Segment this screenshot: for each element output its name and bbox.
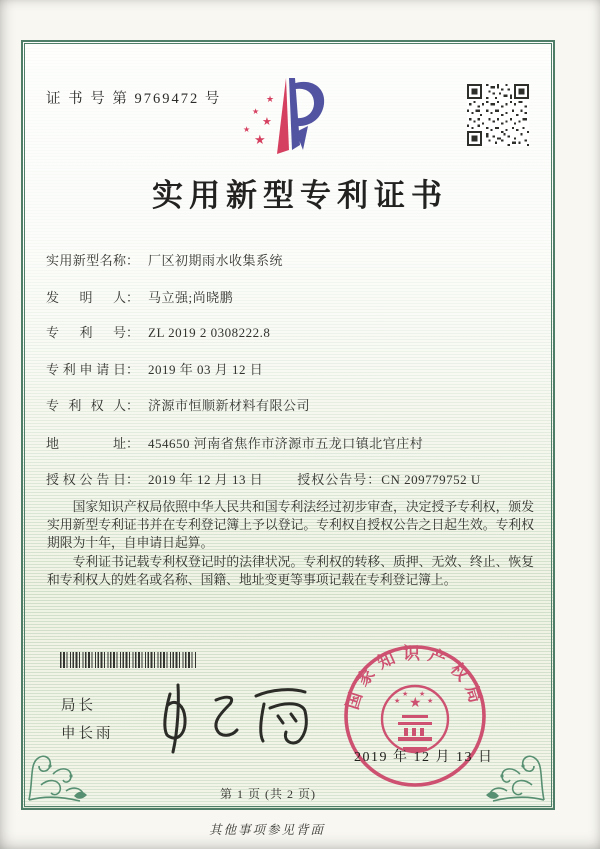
field-colon: ：: [126, 253, 140, 268]
star-icon: ★: [409, 695, 422, 711]
corner-flourish-icon: [26, 733, 96, 803]
field-value: 2019 年 12 月 13 日: [148, 472, 264, 487]
field-label: 地址: [46, 436, 126, 451]
field-row-grant-date: [46, 470, 536, 489]
star-icon: ★: [252, 107, 260, 116]
field-label: 实用新型名称: [46, 253, 126, 268]
qr-code: [467, 84, 529, 146]
field-row-filing-date: [46, 360, 536, 379]
field-row-inventor: [46, 288, 536, 307]
field-value: 济源市恒顺新材料有限公司: [148, 398, 311, 413]
star-icon: ★: [419, 690, 426, 698]
field-value: ZL 2019 2 0308222.8: [148, 325, 271, 340]
field-colon: ：: [126, 436, 140, 451]
field-colon: ：: [126, 325, 140, 340]
star-icon: ★: [266, 95, 275, 105]
corner-flourish-icon: [477, 733, 547, 803]
page-number: 第 1 页 (共 2 页): [220, 787, 316, 801]
commissioner-signature: [150, 680, 338, 760]
field-label: 授权公告日: [46, 472, 126, 487]
grant-number-label: 授权公告号：: [297, 472, 382, 487]
back-side-note: 其他事项参见背面: [208, 823, 325, 837]
field-colon: ：: [126, 290, 140, 305]
grant-number-value: CN 209779752 U: [381, 472, 481, 487]
official-seal: [340, 641, 490, 791]
logo-red-wedge: [277, 78, 289, 154]
seal-date: 2019 年 12 月 13 日: [354, 750, 494, 765]
field-value: 马立强;尚晓鹏: [148, 290, 234, 305]
star-icon: ★: [427, 697, 434, 705]
grant-paragraph: 国家知识产权局依照中华人民共和国专利法经过初步审查，决定授予专利权，颁发实用新型专利证书并在专利登记簿上予以登记。专利权自授权公告之日起生效。专利权期限为十年，自申请日起算。: [47, 500, 534, 551]
legal-status-paragraph: 专利证书记载专利权登记时的法律状况。专利权的转移、质押、无效、终止、恢复和专利权人的姓名或名称、国籍、地址变更等事项记载在专利登记簿上。: [47, 554, 534, 587]
star-icon: ★: [402, 690, 409, 698]
field-label: 发明人: [46, 290, 126, 305]
barcode: [60, 652, 196, 668]
star-icon: ★: [243, 125, 251, 134]
field-colon: ：: [126, 472, 140, 487]
field-label: 专利申请日: [46, 362, 126, 377]
national-emblem: [382, 686, 448, 752]
field-value: 2019 年 03 月 12 日: [148, 362, 264, 377]
star-icon: ★: [394, 697, 401, 705]
field-label: 专利权人: [46, 398, 126, 413]
certificate-number: 证 书 号 第 9769472 号: [46, 91, 222, 107]
certificate-title: 实用新型专利证书: [152, 178, 448, 213]
commissioner-name: 申长雨: [61, 726, 114, 742]
field-value: 厂区初期雨水收集系统: [148, 253, 284, 268]
seal-ring-text: 国家知识产权局: [342, 644, 488, 712]
field-row-utility-model-name: [46, 251, 536, 270]
star-icon: ★: [262, 115, 272, 128]
field-colon: ：: [126, 362, 140, 377]
field-label: 专利号: [46, 325, 126, 340]
field-colon: ：: [126, 398, 140, 413]
field-row-patentee: [46, 396, 536, 415]
tiananmen-glyph: [398, 715, 432, 741]
patent-office-logo: [236, 74, 332, 168]
field-row-patent-number: [46, 323, 536, 342]
field-row-address: [46, 434, 536, 453]
star-icon: ★: [254, 133, 266, 148]
field-value: 454650 河南省焦作市济源市五龙口镇北官庄村: [148, 436, 424, 451]
commissioner-title: 局长: [61, 698, 96, 714]
legal-text-block: [47, 498, 534, 589]
